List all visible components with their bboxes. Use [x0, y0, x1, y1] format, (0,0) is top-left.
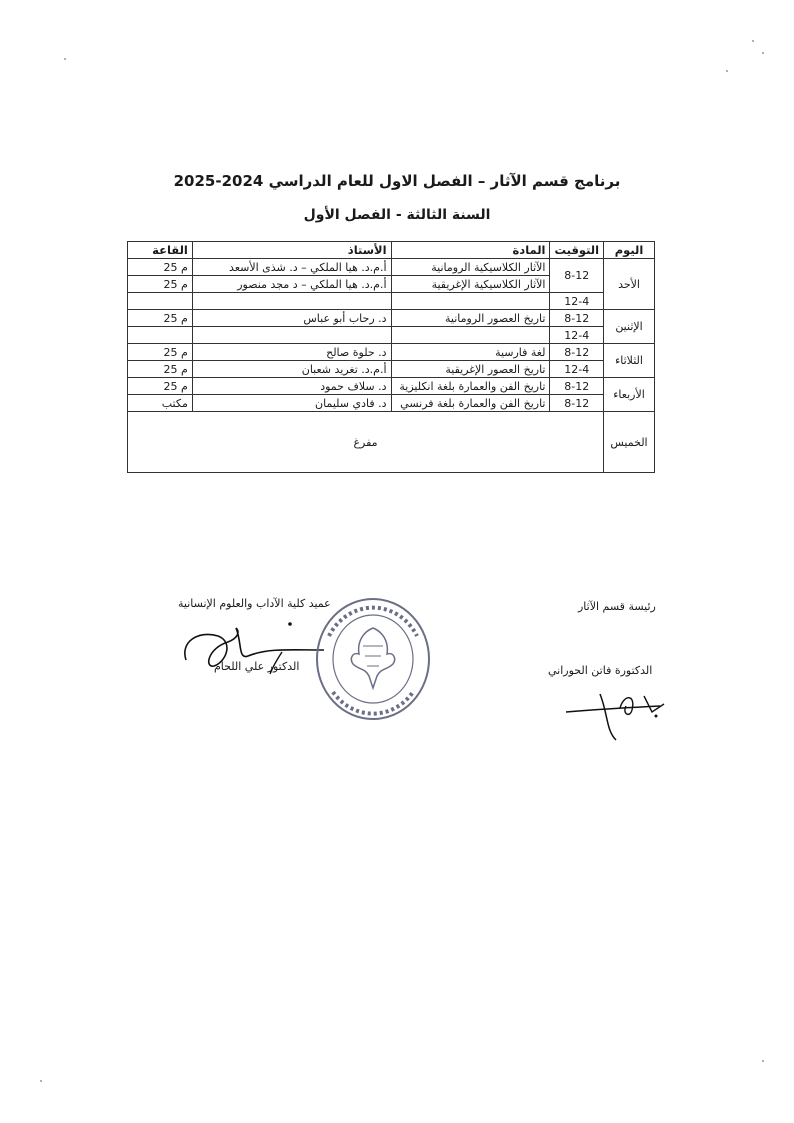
header-hall: القاعة: [128, 242, 193, 259]
table-row: [128, 412, 655, 473]
cell-hall: م 25: [128, 344, 193, 361]
table-row: [128, 395, 655, 412]
scan-speck: [726, 70, 728, 72]
schedule-table: [127, 241, 655, 473]
cell-hall: [128, 293, 193, 310]
cell-professor: د. فادي سليمان: [192, 395, 391, 412]
head-of-department-name: الدكتورة فاتن الحوراني: [548, 664, 653, 677]
cell-hall: م 25: [128, 310, 193, 327]
page-title: برنامج قسم الآثار – الفصل الاول للعام الدراسي 2024-2025: [173, 172, 621, 190]
dean-title: عميد كلية الآداب والعلوم الإنسانية: [178, 597, 331, 610]
table-row: [128, 327, 655, 344]
cell-professor: د. رحاب أبو عباس: [192, 310, 391, 327]
cell-professor: أ.م.د. تغريد شعبان: [192, 361, 391, 378]
header-day: اليوم: [604, 242, 655, 259]
cell-professor: د. سلاف حمود: [192, 378, 391, 395]
cell-professor: أ.م.د. هيا الملكي – د مجد منصور: [192, 276, 391, 293]
table-row: [128, 378, 655, 395]
table-header-row: [128, 242, 655, 259]
cell-subject: تاريخ العصور الرومانية: [391, 310, 550, 327]
scan-speck: [40, 1080, 42, 1082]
cell-professor: د. حلوة صالح: [192, 344, 391, 361]
free-label: مفرغ: [128, 412, 604, 473]
header-time: التوقيت: [550, 242, 604, 259]
cell-subject: لغة فارسية: [391, 344, 550, 361]
cell-time: 12-4: [550, 361, 604, 378]
cell-hall: مكتب: [128, 395, 193, 412]
day-wednesday: الأربعاء: [604, 378, 655, 412]
cell-hall: م 25: [128, 378, 193, 395]
day-sunday: الأحد: [604, 259, 655, 310]
dean-name: الدكتور علي اللحام: [214, 660, 300, 673]
head-signature-icon: [560, 684, 670, 744]
cell-subject: [391, 293, 550, 310]
scan-speck: [64, 58, 66, 60]
cell-hall: م 25: [128, 276, 193, 293]
header-subject: المادة: [391, 242, 550, 259]
cell-professor: [192, 293, 391, 310]
cell-subject: تاريخ العصور الإغريقية: [391, 361, 550, 378]
cell-time: 8-12: [550, 378, 604, 395]
day-thursday: الخميس: [604, 412, 655, 473]
cell-time: 8-12: [550, 310, 604, 327]
cell-professor: [192, 327, 391, 344]
table-row: [128, 361, 655, 378]
cell-time: 12-4: [550, 327, 604, 344]
dean-signature-icon: [178, 612, 328, 692]
cell-time: 8-12: [550, 395, 604, 412]
cell-professor: أ.م.د. هيا الملكي – د. شذى الأسعد: [192, 259, 391, 276]
table-row: [128, 344, 655, 361]
cell-time: 8-12: [550, 259, 604, 293]
day-tuesday: الثلاثاء: [604, 344, 655, 378]
table-row: [128, 293, 655, 310]
day-monday: الإثنين: [604, 310, 655, 344]
scan-speck: [762, 1060, 764, 1062]
scan-speck: [762, 52, 764, 54]
cell-subject: [391, 327, 550, 344]
cell-hall: م 25: [128, 361, 193, 378]
cell-hall: م 25: [128, 259, 193, 276]
head-of-department-title: رئيسة قسم الآثار: [578, 600, 656, 613]
cell-time: 12-4: [550, 293, 604, 310]
header-professor: الأستاذ: [192, 242, 391, 259]
page-subtitle: السنة الثالثة - الفصل الأول: [303, 207, 491, 223]
cell-subject: الآثار الكلاسيكية الإغريقية: [391, 276, 550, 293]
cell-subject: تاريخ الفن والعمارة بلغة انكليزية: [391, 378, 550, 395]
official-seal-icon: [313, 596, 433, 722]
table-row: [128, 310, 655, 327]
cell-time: 8-12: [550, 344, 604, 361]
cell-subject: تاريخ الفن والعمارة بلغة فرنسي: [391, 395, 550, 412]
scan-speck: [752, 40, 754, 42]
cell-hall: [128, 327, 193, 344]
cell-subject: الآثار الكلاسيكية الرومانية: [391, 259, 550, 276]
table-row: [128, 259, 655, 276]
